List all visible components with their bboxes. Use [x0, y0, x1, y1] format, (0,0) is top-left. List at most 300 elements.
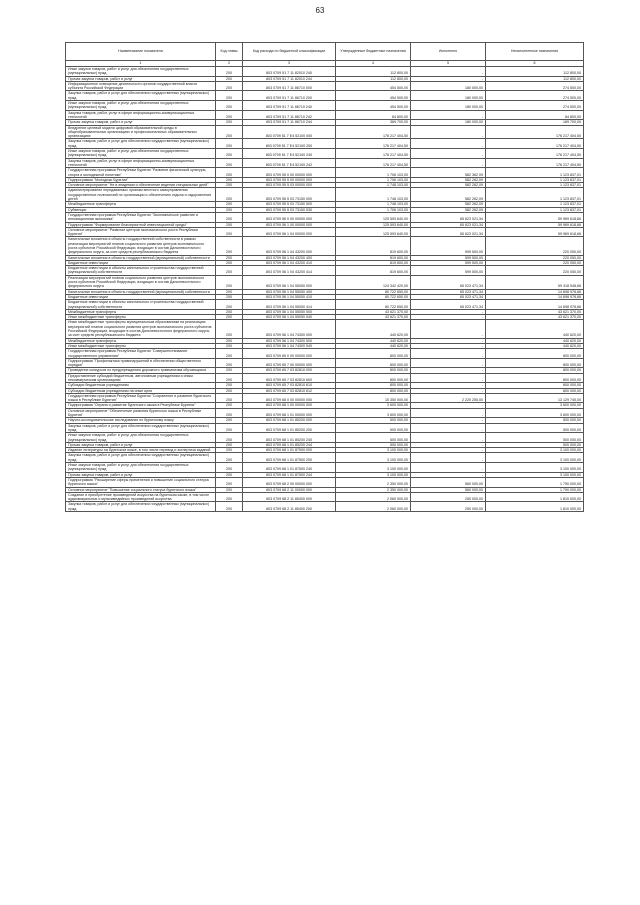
row-line-code: 200 — [216, 403, 243, 408]
row-approved: 112 800,00 — [336, 67, 411, 77]
row-approved: 3 100 000,00 — [336, 463, 411, 473]
row-line-code: 200 — [216, 487, 243, 492]
table-row — [66, 463, 584, 473]
row-line-code: 200 — [216, 393, 243, 403]
row-unexecuted: 1 810 000,00 — [486, 502, 584, 512]
row-approved: 500 000,00 — [336, 418, 411, 423]
row-budget-code: 803 0709 51 7 11 82010 240 — [243, 67, 336, 77]
row-unexecuted: 3 600 000,00 — [486, 408, 584, 418]
row-unexecuted: 14 698 978,66 — [486, 294, 584, 299]
column-number: 5 — [411, 61, 486, 67]
row-unexecuted: 1 123 837,01 — [486, 168, 584, 178]
table-row — [66, 158, 584, 168]
row-name: Научно-исследовательские исследования по бурятскому языку — [66, 418, 216, 423]
row-unexecuted: 59 318 948,66 — [486, 275, 584, 289]
row-line-code: 200 — [216, 320, 243, 338]
row-unexecuted: 220 050,00 — [486, 260, 584, 265]
row-line-code: 200 — [216, 227, 243, 237]
row-executed: - — [411, 472, 486, 477]
row-budget-code: 803 0709 56 1 04 74300 000 — [243, 320, 336, 338]
row-unexecuted: 84 800,00 — [486, 110, 584, 120]
row-unexecuted: 220 050,00 — [486, 255, 584, 260]
row-line-code: 200 — [216, 110, 243, 120]
row-executed: 65 623 021,34 — [411, 227, 486, 237]
row-name: Иные закупки товаров, работ и услуг для обеспечения государственных (муниципальных) нужд — [66, 67, 216, 77]
row-executed: - — [411, 110, 486, 120]
row-budget-code: 803 0709 56 1 04 55050 000 — [243, 275, 336, 289]
row-budget-code: 803 0709 68 0 00 00000 000 — [243, 393, 336, 403]
row-approved: 124 342 420,00 — [336, 275, 411, 289]
row-line-code: 200 — [216, 158, 243, 168]
row-line-code: 200 — [216, 275, 243, 289]
row-line-code: 200 — [216, 423, 243, 433]
row-unexecuted: 1 810 000,00 — [486, 492, 584, 502]
row-executed: 250 000,00 — [411, 492, 486, 502]
row-unexecuted: 274 500,00 — [486, 91, 584, 101]
row-name: Капитальные вложения в объекты государственной собственности в рамках реализации мероприятий планов социального развития центров экономического роста субъектов Российской Федерации, входящих в состав Дальневосточного федерального округа, за счет средств республиканского бюджета — [66, 237, 216, 255]
row-executed: - — [411, 463, 486, 473]
row-name: Администрирование передаваемых органам местного самоуправления государственных полномочий по организации и обеспечению отдыха и оздоровления детей — [66, 188, 216, 202]
row-budget-code: 803 0709 68 1 01 85200 000 — [243, 418, 336, 423]
row-name: Иные закупки товаров, работ и услуг для обеспечения государственных (муниципальных) нужд — [66, 101, 216, 111]
row-unexecuted: 176 217 404,50 — [486, 149, 584, 159]
row-executed: - — [411, 358, 486, 368]
row-approved: 1 706 103,00 — [336, 168, 411, 178]
row-budget-code: 803 0709 68 1 00 00000 000 — [243, 403, 336, 408]
row-name: Иные межбюджетные трансферты — [66, 315, 216, 320]
table-row — [66, 110, 584, 120]
row-unexecuted: 440 620,00 — [486, 343, 584, 348]
row-executed: - — [411, 442, 486, 447]
row-name: Капитальные вложения в объекты государственной (муниципальной) собственности — [66, 289, 216, 294]
row-approved: 819 600,00 — [336, 237, 411, 255]
header-approved: Утвержденные бюджетные назначения — [336, 43, 411, 61]
row-budget-code: 803 0709 56 1 04 43200 400 — [243, 255, 336, 260]
row-approved: 112 800,00 — [336, 76, 411, 81]
row-unexecuted: 800 000,00 — [486, 368, 584, 373]
row-executed: - — [411, 408, 486, 418]
row-approved: 3 100 000,00 — [336, 472, 411, 477]
row-executed: - — [411, 338, 486, 343]
row-executed: - — [411, 423, 486, 433]
row-executed: 582 362 09 — [411, 168, 486, 178]
row-unexecuted: 500 000,00 — [486, 423, 584, 433]
header-unexecuted: Неисполненные назначения — [486, 43, 584, 61]
row-executed: 582 262,09 — [411, 207, 486, 212]
row-unexecuted: 220 050,00 — [486, 237, 584, 255]
row-executed: 582 262,09 — [411, 177, 486, 182]
row-line-code: 200 — [216, 183, 243, 188]
row-executed: - — [411, 125, 486, 139]
row-budget-code: 803 0709 68 1 01 85200 244 — [243, 442, 336, 447]
table-row — [66, 408, 584, 418]
row-line-code: 200 — [216, 418, 243, 423]
row-executed: 582 262,09 — [411, 183, 486, 188]
row-line-code: 200 — [216, 300, 243, 310]
table-row — [66, 423, 584, 433]
row-line-code: 200 — [216, 207, 243, 212]
row-unexecuted: 43 621 370,00 — [486, 315, 584, 320]
row-budget-code: 803 0709 51 7 E4 52100 000 — [243, 125, 336, 139]
row-budget-code: 803 0709 68 1 01 87500 200 — [243, 453, 336, 463]
table-row — [66, 227, 584, 237]
row-name: Закупка товаров, работ и услуг для обеспечения государственных (муниципальных) нужд — [66, 139, 216, 149]
row-line-code: 200 — [216, 433, 243, 443]
row-budget-code: 803 0709 56 1 04 00000 000 — [243, 227, 336, 237]
row-name: Бюджетные инвестиции — [66, 260, 216, 265]
budget-execution-table — [65, 42, 584, 512]
row-name: Подпрограмма "Формирование благоприятной инвестиционной среды" — [66, 222, 216, 227]
row-name: Субсидии бюджетным учреждениям — [66, 383, 216, 388]
row-line-code: 200 — [216, 222, 243, 227]
row-budget-code: 803 0709 51 7 11 86710 244 — [243, 120, 336, 125]
row-name: Подпрограмма "Молодежь Бурятии" — [66, 177, 216, 182]
table-row — [66, 188, 584, 202]
row-budget-code: 803 0709 55 5 03 73150 000 — [243, 188, 336, 202]
row-executed: 65 023 471,34 — [411, 289, 486, 294]
row-approved: 43 621 370,00 — [336, 315, 411, 320]
row-name: Реализация мероприятий планов социального развития центров экономического роста субъектов Российской Федерации, входящих в состав Дальневосточного федерального округа — [66, 275, 216, 289]
row-executed: - — [411, 139, 486, 149]
table-row — [66, 237, 584, 255]
row-line-code: 200 — [216, 408, 243, 418]
row-approved: 440 620,00 — [336, 343, 411, 348]
row-name: Иные закупки товаров, работ и услуг для обеспечения государственных (муниципальных) нужд — [66, 433, 216, 443]
row-name: Издание литературы на бурятском языке, в том числе перевод и экспертиза изданий — [66, 448, 216, 453]
row-budget-code: 803 0709 51 7 11 86710 240 — [243, 101, 336, 111]
column-number: 6 — [486, 61, 584, 67]
row-executed: - — [411, 76, 486, 81]
row-name: Бюджетные инвестиции — [66, 294, 216, 299]
row-unexecuted: 3 600 000,00 — [486, 403, 584, 408]
row-line-code: 200 — [216, 260, 243, 265]
row-approved: 819 600,00 — [336, 266, 411, 276]
row-approved: 819 600,00 — [336, 255, 411, 260]
row-unexecuted: 43 621 370,00 — [486, 309, 584, 314]
table-row — [66, 91, 584, 101]
row-line-code: 200 — [216, 373, 243, 383]
row-budget-code: 803 0709 56 1 04 43200 414 — [243, 266, 336, 276]
column-number: 4 — [336, 61, 411, 67]
row-name: Создание и приобретение произведений искусства на бурятском языке, в том числе аудиовизуальных и мультимедийных произведений искусства — [66, 492, 216, 502]
row-unexecuted: 440 620,00 — [486, 338, 584, 343]
row-executed: 599 500,00 — [411, 266, 486, 276]
row-executed: 65 023 471,34 — [411, 275, 486, 289]
table-row — [66, 393, 584, 403]
row-approved: 176 217 404,50 — [336, 158, 411, 168]
row-budget-code: 803 0709 55 0 00 00000 000 — [243, 168, 336, 178]
table-row — [66, 492, 584, 502]
table-row — [66, 358, 584, 368]
row-budget-code: 803 0709 55 5 03 00000 000 — [243, 183, 336, 188]
row-budget-code: 803 0709 55 5 03 73150 530 — [243, 207, 336, 212]
row-line-code: 200 — [216, 463, 243, 473]
row-name: Закупка товаров, работ и услуг для обеспечения государственных (муниципальных) нужд — [66, 453, 216, 463]
row-unexecuted: 800 000,00 — [486, 349, 584, 359]
row-unexecuted: 1 123 837,01 — [486, 207, 584, 212]
row-approved: 800 000,00 — [336, 358, 411, 368]
header-line-code: Код главы — [216, 43, 243, 61]
row-approved: 3 100 000,00 — [336, 448, 411, 453]
row-budget-code: 803 0709 68 2 00 00000 000 — [243, 477, 336, 487]
row-approved: 15 350 000,00 — [336, 393, 411, 403]
row-unexecuted: 3 100 000,00 — [486, 463, 584, 473]
row-line-code: 200 — [216, 76, 243, 81]
row-unexecuted: 1 123 837,01 — [486, 188, 584, 202]
row-approved: 176 217 404,50 — [336, 125, 411, 139]
table-body — [66, 67, 584, 512]
table-row — [66, 67, 584, 77]
row-name: Закупка товаров, работ, услуг в сфере информационно-коммуникационных технологий — [66, 110, 216, 120]
row-executed: 560 000,00 — [411, 477, 486, 487]
page-number: 63 — [315, 6, 325, 15]
row-executed: 65 023 471,34 — [411, 294, 486, 299]
row-approved: 43 621 370,00 — [336, 309, 411, 314]
row-budget-code: 803 0709 56 1 04 55050 414 — [243, 300, 336, 310]
row-approved: 3 100 000,00 — [336, 453, 411, 463]
row-executed: 599 500,00 — [411, 260, 486, 265]
row-name: Основное мероприятие "Обеспечение развития бурятского языка в Республике Бурятия" — [66, 408, 216, 418]
row-line-code: 200 — [216, 343, 243, 348]
row-budget-code: 803 0709 51 7 E4 52100 200 — [243, 139, 336, 149]
row-budget-code: 803 0709 55 5 00 00000 000 — [243, 177, 336, 182]
row-budget-code: 803 0709 56 1 04 55050 400 — [243, 289, 336, 294]
table-row — [66, 125, 584, 139]
row-unexecuted: 800 000,00 — [486, 373, 584, 383]
row-approved: 800 000,00 — [336, 368, 411, 373]
row-line-code: 200 — [216, 442, 243, 447]
row-budget-code: 803 0709 65 7 03 82810 600 — [243, 373, 336, 383]
row-name: Проведение конкурсов по предупреждению дорожного травматизма обучающихся — [66, 368, 216, 373]
row-approved: 454 500,00 — [336, 101, 411, 111]
header-row — [66, 43, 584, 61]
row-approved: 800 000,00 — [336, 373, 411, 383]
row-executed: - — [411, 388, 486, 393]
row-approved: 500 000,00 — [336, 423, 411, 433]
row-approved: 440 620,00 — [336, 320, 411, 338]
row-budget-code: 803 0709 65 7 00 00000 000 — [243, 358, 336, 368]
row-executed: 180 000,00 — [411, 101, 486, 111]
row-approved: 800 000,00 — [336, 388, 411, 393]
row-line-code: 200 — [216, 383, 243, 388]
table-row — [66, 453, 584, 463]
row-approved: 2 060 000,00 — [336, 492, 411, 502]
row-unexecuted: 13 129 745,00 — [486, 393, 584, 403]
row-unexecuted: 3 100 000,00 — [486, 453, 584, 463]
row-unexecuted: 1 123 837,01 — [486, 183, 584, 188]
row-executed: - — [411, 418, 486, 423]
row-unexecuted: 176 217 404,50 — [486, 125, 584, 139]
row-executed: - — [411, 368, 486, 373]
row-executed: - — [411, 403, 486, 408]
row-unexecuted: 440 620,00 — [486, 320, 584, 338]
row-approved: 440 620,00 — [336, 338, 411, 343]
row-unexecuted: 189 700,00 — [486, 120, 584, 125]
table-row — [66, 477, 584, 487]
row-line-code: 200 — [216, 472, 243, 477]
row-budget-code: 803 0709 68 1 01 00000 000 — [243, 408, 336, 418]
row-executed: 180 000,00 — [411, 91, 486, 101]
row-unexecuted: 112 800,00 — [486, 67, 584, 77]
column-number: 3 — [243, 61, 336, 67]
row-line-code: 200 — [216, 67, 243, 77]
row-name: Закупка товаров, работ и услуг для обеспечения государственных (муниципальных) нужд — [66, 423, 216, 433]
row-unexecuted: 59 969 618,66 — [486, 227, 584, 237]
row-unexecuted: 500 000,00 — [486, 442, 584, 447]
row-line-code: 200 — [216, 125, 243, 139]
row-budget-code: 803 0709 68 2 11 85400 200 — [243, 502, 336, 512]
table-row — [66, 168, 584, 178]
row-line-code: 200 — [216, 453, 243, 463]
row-name: Основное мероприятие "Не в эпидемии и обеспечение ведения специальных дней" — [66, 183, 216, 188]
row-line-code: 200 — [216, 139, 243, 149]
row-executed: - — [411, 158, 486, 168]
row-name: Субвенции — [66, 207, 216, 212]
row-executed: 560 000,00 — [411, 487, 486, 492]
row-unexecuted: 1 790 000,00 — [486, 487, 584, 492]
row-executed: - — [411, 373, 486, 383]
row-executed: 582 262,09 — [411, 188, 486, 202]
row-unexecuted: 800 000,00 — [486, 388, 584, 393]
row-executed: - — [411, 309, 486, 314]
row-approved: 84 800,00 — [336, 110, 411, 120]
table-row — [66, 149, 584, 159]
row-name: Государственная программа Республики Бурятия "Сохранение и развитие бурятского языка в Республике Бурятия" — [66, 393, 216, 403]
row-name: Межбюджетные трансферты — [66, 338, 216, 343]
row-unexecuted: 3 100 000,00 — [486, 448, 584, 453]
table-row — [66, 266, 584, 276]
row-unexecuted: 500 000,00 — [486, 433, 584, 443]
row-budget-code: 803 0709 56 1 04 74300 540 — [243, 343, 336, 348]
row-budget-code: 803 0709 51 7 11 86710 200 — [243, 91, 336, 101]
row-approved: 3 600 000,00 — [336, 408, 411, 418]
row-name: Государственная программа Республики Бурятия "Развитие физической культуры, спорта и молодежной политики" — [66, 168, 216, 178]
header-executed: Исполнено — [411, 43, 486, 61]
row-approved: 125 593 640,00 — [336, 222, 411, 227]
row-name: Закупка товаров, работ и услуг для обеспечения государственных (муниципальных) нужд — [66, 91, 216, 101]
row-name: Подпрограмма "Расширение сферы применения и повышение социального статуса бурятского языка" — [66, 477, 216, 487]
row-name: Прочая закупка товаров, работ и услуг — [66, 76, 216, 81]
table-row — [66, 502, 584, 512]
row-name: Основное мероприятие "Развитие центров экономического роста Республики Бурятия" — [66, 227, 216, 237]
row-name: Прочая закупка товаров, работ и услуг — [66, 472, 216, 477]
row-executed: - — [411, 320, 486, 338]
row-name: Прочая закупка товаров, работ и услуг — [66, 120, 216, 125]
row-approved: 3 600 000,00 — [336, 403, 411, 408]
row-budget-code: 803 0709 51 7 E4 52100 242 — [243, 158, 336, 168]
row-approved: 1 706 103,00 — [336, 177, 411, 182]
row-executed: - — [411, 453, 486, 463]
row-approved: 2 350 000,00 — [336, 477, 411, 487]
row-approved: 454 500,00 — [336, 91, 411, 101]
row-name: Информационное освещение деятельности органов государственной власти субъекта Российской Федерации — [66, 81, 216, 91]
row-line-code: 200 — [216, 502, 243, 512]
row-approved: 1 748 103,00 — [336, 188, 411, 202]
row-approved: 125 593 640,00 — [336, 227, 411, 237]
row-line-code: 200 — [216, 237, 243, 255]
row-executed: 180 000,00 — [411, 81, 486, 91]
row-budget-code: 803 0709 51 7 11 86710 242 — [243, 110, 336, 120]
row-unexecuted: 500 000,00 — [486, 418, 584, 423]
row-executed: 250 000,00 — [411, 502, 486, 512]
row-executed: - — [411, 343, 486, 348]
row-unexecuted: 59 969 618,66 — [486, 212, 584, 222]
row-unexecuted: 59 969 618,66 — [486, 222, 584, 227]
row-budget-code: 803 0709 56 1 04 55050 500 — [243, 309, 336, 314]
row-name: Межбюджетные трансферты — [66, 202, 216, 207]
row-approved: 176 217 404,50 — [336, 139, 411, 149]
row-approved: 1 748 103,00 — [336, 202, 411, 207]
row-approved: 2 350 000,00 — [336, 487, 411, 492]
table-row — [66, 433, 584, 443]
row-unexecuted: 176 217 404,50 — [486, 158, 584, 168]
header-budget-code: Код расхода по бюджетной классификации — [243, 43, 336, 61]
row-unexecuted: 3 100 000,00 — [486, 472, 584, 477]
row-line-code: 200 — [216, 91, 243, 101]
table-row — [66, 101, 584, 111]
row-budget-code: 803 0709 56 1 04 55050 410 — [243, 294, 336, 299]
row-line-code: 200 — [216, 349, 243, 359]
header-name: Наименование показателя — [66, 43, 216, 61]
row-name: Прочая закупка товаров, работ и услуг — [66, 442, 216, 447]
row-line-code: 200 — [216, 168, 243, 178]
row-line-code: 200 — [216, 388, 243, 393]
row-unexecuted: 112 800,00 — [486, 76, 584, 81]
row-line-code: 200 — [216, 177, 243, 182]
row-line-code: 200 — [216, 289, 243, 294]
row-budget-code: 803 0709 51 7 11 82010 244 — [243, 76, 336, 81]
table-row — [66, 139, 584, 149]
row-name: Внедрение целевой модели цифровой образовательной среды в общеобразовательных организациях и профессиональных образовательных организациях — [66, 125, 216, 139]
row-unexecuted: 220 050,00 — [486, 266, 584, 276]
row-approved: 500 000,00 — [336, 442, 411, 447]
row-executed: - — [411, 433, 486, 443]
row-approved: 800 000,00 — [336, 383, 411, 388]
table-row — [66, 81, 584, 91]
column-number: 2 — [216, 61, 243, 67]
row-name: Основное мероприятие "Повышение социального статуса бурятского языка" — [66, 487, 216, 492]
row-budget-code: 803 0709 68 1 01 87500 240 — [243, 463, 336, 473]
table-row — [66, 373, 584, 383]
row-executed: 599 500,00 — [411, 255, 486, 260]
row-name: Государственная программа Республики Бурятия "Совершенствование государственного управления" — [66, 349, 216, 359]
row-budget-code: 803 0709 68 1 01 87500 244 — [243, 472, 336, 477]
row-approved: 176 217 404,50 — [336, 149, 411, 159]
row-budget-code: 803 0709 68 1 01 85200 200 — [243, 423, 336, 433]
row-budget-code: 803 0709 56 0 00 00000 000 — [243, 212, 336, 222]
row-approved: 80 722 650,00 — [336, 294, 411, 299]
row-budget-code: 803 0709 65 7 03 82810 612 — [243, 388, 336, 393]
row-line-code: 200 — [216, 212, 243, 222]
row-name: Закупка товаров, работ, услуг в сфере информационно-коммуникационных технологий — [66, 158, 216, 168]
row-line-code: 200 — [216, 448, 243, 453]
row-budget-code: 803 0709 56 1 04 43200 000 — [243, 237, 336, 255]
row-name: Предоставление субсидий бюджетным, автономным учреждениям и иным некоммерческим организациям — [66, 373, 216, 383]
row-line-code: 200 — [216, 101, 243, 111]
row-budget-code: 803 0709 56 1 00 00000 000 — [243, 222, 336, 227]
row-budget-code: 803 0709 65 7 03 82810 000 — [243, 368, 336, 373]
row-executed: 599 500,00 — [411, 237, 486, 255]
row-name: Субсидии бюджетным учреждениям на иные цели — [66, 388, 216, 393]
row-budget-code: 803 0709 51 7 11 86710 000 — [243, 81, 336, 91]
row-executed: 65 023 471,34 — [411, 300, 486, 310]
row-unexecuted: 14 698 978,66 — [486, 289, 584, 294]
row-unexecuted: 274 500,00 — [486, 81, 584, 91]
row-budget-code: 803 0709 56 1 04 43200 410 — [243, 260, 336, 265]
row-approved: 800 000,00 — [336, 349, 411, 359]
row-approved: 125 593 640,00 — [336, 212, 411, 222]
row-line-code: 200 — [216, 358, 243, 368]
